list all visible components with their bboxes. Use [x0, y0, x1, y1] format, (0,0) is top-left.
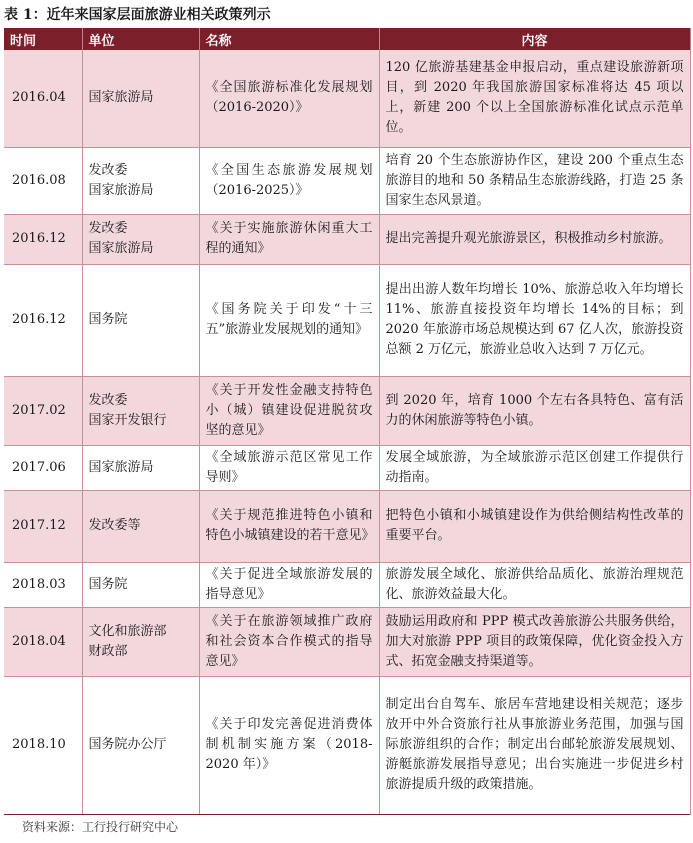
row-unit: 国家旅游局 — [82, 50, 199, 147]
row-policy-name: 《关于印发完善促进消费体制机制实施方案（2018-2020 年）》 — [199, 676, 379, 814]
row-date: 2018.03 — [4, 562, 82, 607]
source-note: 资料来源：工行投行研究中心 — [22, 820, 179, 834]
table-bottom-rule — [4, 814, 690, 815]
row-date: 2016.12 — [4, 214, 82, 264]
row-policy-name: 《关于规范推进特色小镇和特色小城镇建设的若干意见》 — [199, 490, 379, 562]
row-policy-name: 《全国生态旅游发展规划（2016-2025）》 — [199, 147, 379, 214]
header-unit: 单位 — [82, 28, 199, 50]
row-date: 2018.04 — [4, 607, 82, 676]
row-content: 提出完善提升观光旅游景区，积极推动乡村旅游。 — [379, 214, 690, 264]
row-content: 到 2020 年，培育 1000 个左右各具特色、富有活力的休闲旅游等特色小镇。 — [379, 376, 690, 445]
table-row — [4, 264, 690, 376]
header-name: 名称 — [199, 28, 379, 50]
row-unit: 发改委 国家旅游局 — [82, 214, 199, 264]
row-content: 鼓励运用政府和 PPP 模式改善旅游公共服务供给，加大对旅游 PPP 项目的政策保障，优化资金投入方式、拓宽金融支持渠道等。 — [379, 607, 690, 676]
table-row — [4, 376, 690, 445]
row-policy-name: 《国务院关于印发“十三五”旅游业发展规划的通知》 — [199, 264, 379, 376]
header-time: 时间 — [4, 28, 82, 50]
row-date: 2018.10 — [4, 676, 82, 814]
row-policy-name: 《关于实施旅游休闲重大工程的通知》 — [199, 214, 379, 264]
table-row — [4, 50, 690, 147]
row-unit: 国家旅游局 — [82, 445, 199, 490]
table-header-row — [4, 28, 690, 50]
row-content: 旅游发展全域化、旅游供给品质化、旅游治理规范化、旅游效益最大化。 — [379, 562, 690, 607]
row-unit: 国务院 — [82, 264, 199, 376]
table-row — [4, 562, 690, 607]
table-row — [4, 214, 690, 264]
row-date: 2016.08 — [4, 147, 82, 214]
row-date: 2017.12 — [4, 490, 82, 562]
table-row — [4, 490, 690, 562]
row-policy-name: 《全域旅游示范区常见工作导则》 — [199, 445, 379, 490]
table-row — [4, 147, 690, 214]
row-unit: 发改委 国家旅游局 — [82, 147, 199, 214]
row-date: 2016.04 — [4, 50, 82, 147]
row-policy-name: 《关于在旅游领域推广政府和社会资本合作模式的指导意见》 — [199, 607, 379, 676]
row-unit: 文化和旅游部 财政部 — [82, 607, 199, 676]
row-content: 把特色小镇和小城镇建设作为供给侧结构性改革的重要平台。 — [379, 490, 690, 562]
row-policy-name: 《关于开发性金融支持特色小（城）镇建设促进脱贫攻坚的意见》 — [199, 376, 379, 445]
header-content: 内容 — [379, 28, 690, 50]
row-unit: 国务院办公厅 — [82, 676, 199, 814]
policy-table — [4, 28, 691, 815]
row-policy-name: 《全国旅游标准化发展规划（2016-2020）》 — [199, 50, 379, 147]
table-title: 表 1：近年来国家层面旅游业相关政策列示 — [4, 7, 271, 23]
table-row — [4, 445, 690, 490]
row-date: 2016.12 — [4, 264, 82, 376]
row-unit: 国务院 — [82, 562, 199, 607]
row-content: 120 亿旅游基建基金申报启动，重点建设旅游新项目，到 2020 年我国旅游国家标准将达 45 项以上，新建 200 个以上全国旅游标准化试点示范单位。 — [379, 50, 690, 147]
row-content: 提出出游人数年均增长 10%、旅游总收入年均增长 11%、旅游直接投资年均增长 14%的目标；到 2020 年旅游市场总规模达到 67 亿人次，旅游投资总额 2 万亿元，旅游业总收入达到 7 万亿元。 — [379, 264, 690, 376]
row-content: 发展全域旅游，为全域旅游示范区创建工作提供行动指南。 — [379, 445, 690, 490]
table-row — [4, 607, 690, 676]
row-policy-name: 《关于促进全域旅游发展的指导意见》 — [199, 562, 379, 607]
row-unit: 发改委 国家开发银行 — [82, 376, 199, 445]
row-date: 2017.06 — [4, 445, 82, 490]
table-row — [4, 676, 690, 814]
row-date: 2017.02 — [4, 376, 82, 445]
row-content: 培育 20 个生态旅游协作区，建设 200 个重点生态旅游目的地和 50 条精品生态旅游线路，打造 25 条国家生态风景道。 — [379, 147, 690, 214]
row-content: 制定出台自驾车、旅居车营地建设相关规范；逐步放开中外合资旅行社从事旅游业务范围，加强与国际旅游组织的合作；制定出台邮轮旅游发展规划、游艇旅游发展指导意见；出台实施进一步促进乡村旅游提质升级的政策措施。 — [379, 676, 690, 814]
row-unit: 发改委等 — [82, 490, 199, 562]
